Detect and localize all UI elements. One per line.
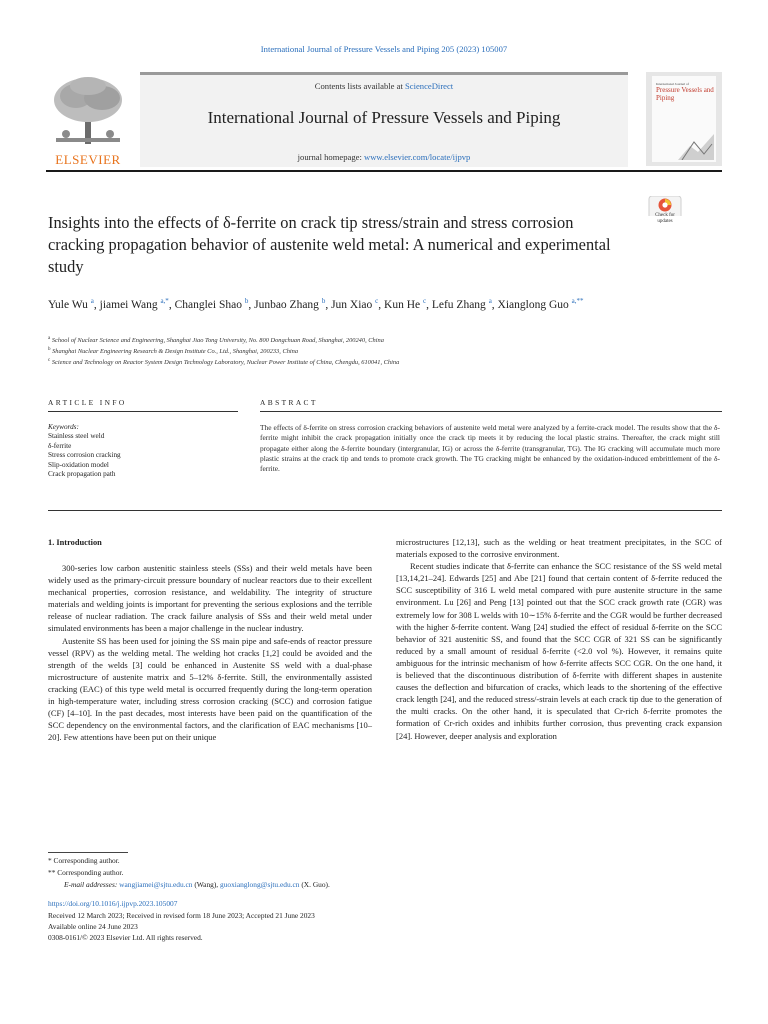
available-online: Available online 24 June 2023 xyxy=(48,922,138,931)
section-heading-introduction: 1. Introduction xyxy=(48,538,102,547)
abstract-text: The effects of δ-ferrite on stress corrosion cracking behaviors of austenite weld metal were analyzed by a ferrite-crack model. The results show that the δ-ferrite might inhibit the crack propagation initially once the crack tip meets it by reducing the local plastic strains. Thereafter, the crack might still propagate either along the δ-ferrite boundary (intergranular, IG) or across the δ-ferrite (transgranular, TG). The IG cracking will accumulate much more plastic strains at the crack tip and tends to promote crack growth. The TG cracking might be enhanced by the oxidation-induced embrittlement of the δ-ferrite. xyxy=(260,423,720,474)
body-column-right xyxy=(396,536,722,742)
article-title: Insights into the effects of δ-ferrite on crack tip stress/strain and stress corrosion cracking propagation behavior of austenite weld metal: A numerical and experimental study xyxy=(48,213,611,276)
keyword-item: Slip-oxidation model xyxy=(48,460,109,469)
author-affiliation-mark[interactable]: a xyxy=(488,297,492,305)
author-name[interactable]: Yule Wu xyxy=(48,298,88,311)
email-link-guo[interactable]: guoxianglong@sjtu.edu.cn xyxy=(220,880,300,889)
keywords-label: Keywords: xyxy=(48,423,79,431)
author-name[interactable]: Xianglong Guo xyxy=(497,298,569,311)
body-column-left xyxy=(48,562,372,743)
affiliation-a: $^a$ School of Nuclear Science and Engineering, Shanghai Jiao Tong University, No. 800 Dongchuan Road, Shanghai, 200240, China xyxy=(48,336,384,345)
keyword-item: Stress corrosion cracking xyxy=(48,451,121,460)
article-info-rule xyxy=(48,411,238,412)
keywords-block xyxy=(48,423,228,479)
footnote-corresponding-1: * Corresponding author. xyxy=(48,856,120,865)
author-name[interactable]: Jun Xiao xyxy=(331,298,373,311)
elsevier-wordmark: ELSEVIER xyxy=(55,152,121,167)
check-for-updates-label: Check for updates xyxy=(655,213,675,224)
paragraph: Austenite SS has been used for joining the SS main pipe and safe-ends of reactor pressure vessel (RPV) as the welding metal. The welding hot cracks [1,2] could be avoided and the strength of the welds [3] could be enhanced in Austenite SS weld with a dual-phase microstructure of austenite matrix and 5–12% δ-ferrite. Still, the environmentally assisted cracking (EAC) of this type weld metal is occurred frequently during the long-term operation in high-temperature water, including stress corrosion cracking (SCC) and corrosion fatigue (CF) [4–10]. In the past decades, most interests have been paid on the quantification of the SCC dependency on the environmental factors, and the clarification of EAC mechanisms [10–20]. Few attentions have been put on their unique xyxy=(48,635,372,743)
received-dates: Received 12 March 2023; Received in revised form 18 June 2023; Accepted 21 June 2023 xyxy=(48,911,315,920)
cover-small-text: International Journal of xyxy=(656,82,689,86)
header-rule xyxy=(46,170,722,172)
author-name[interactable]: Lefu Zhang xyxy=(431,298,486,311)
author-list: Yule Wu $^a$, jiamei Wang $^{a,*}$, Changlei Shao $^b$, Junbao Zhang $^b$, Jun Xiao $^c$, Kun He $^c$, Lefu Zhang $^a$, Xianglong Guo $^{a,**}$ xyxy=(48,297,584,311)
author-affiliation-mark[interactable]: a,* xyxy=(160,297,169,305)
affiliation-c: $^c$ Science and Technology on Reactor System Design Technology Laboratory, Nuclear Power Institute of China, Chengdu, 610041, China xyxy=(48,358,400,367)
author-affiliation-mark[interactable]: a xyxy=(90,297,94,305)
keyword-item: Crack propagation path xyxy=(48,470,116,479)
author-name[interactable]: Kun He xyxy=(384,298,421,311)
author-affiliation-mark[interactable]: c xyxy=(375,297,379,305)
contents-line: Contents lists available at ScienceDirect xyxy=(314,81,454,91)
author-affiliation-mark[interactable]: c xyxy=(422,297,427,305)
footnote-corresponding-2: ** Corresponding author. xyxy=(48,868,124,877)
abstract-heading: ABSTRACT xyxy=(260,398,318,407)
keyword-item: Stainless steel weld xyxy=(48,432,105,441)
abstract-rule xyxy=(260,411,722,412)
author-name[interactable]: Junbao Zhang xyxy=(254,298,319,311)
author-affiliation-mark[interactable]: b xyxy=(244,297,249,305)
journal-citation-link[interactable]: International Journal of Pressure Vessels and Piping 205 (2023) 105007 xyxy=(260,44,508,54)
affiliation-b: $^b$ Shanghai Nuclear Engineering Research & Design Institute Co., Ltd., Shanghai, 200233, China xyxy=(48,347,299,356)
email-link-wang[interactable]: wangjiamei@sjtu.edu.cn xyxy=(119,880,193,889)
journal-name: International Journal of Pressure Vessels and Piping xyxy=(207,108,561,127)
sciencedirect-link[interactable]: ScienceDirect xyxy=(405,81,454,91)
author-name[interactable]: Changlei Shao xyxy=(174,298,242,311)
paragraph: microstructures [12,13], such as the welding or heat treatment precipitates, in the SCC of materials exposed to the corrosive environment. xyxy=(396,537,722,560)
author-affiliation-mark[interactable]: b xyxy=(321,297,326,305)
footnote-emails: E-mail addresses: wangjiamei@sjtu.edu.cn (Wang), guoxianglong@sjtu.edu.cn (X. Guo). xyxy=(64,880,330,889)
journal-cover-thumbnail xyxy=(646,72,722,166)
homepage-link[interactable]: www.elsevier.com/locate/ijpvp xyxy=(363,152,471,162)
doi-link[interactable]: https://doi.org/10.1016/j.ijpvp.2023.105007 xyxy=(48,899,178,908)
article-info-heading: ARTICLE INFO xyxy=(48,398,127,407)
abstract-bottom-rule xyxy=(48,510,722,511)
copyright-line: 0308-0161/© 2023 Elsevier Ltd. All rights reserved. xyxy=(48,933,203,942)
footnote-rule xyxy=(48,852,128,853)
cover-title: Pressure Vessels and Piping xyxy=(656,86,714,102)
journal-homepage-line: journal homepage: www.elsevier.com/locate/ijpvp xyxy=(297,152,471,162)
keyword-item: δ-ferrite xyxy=(48,441,72,450)
paragraph: Recent studies indicate that δ-ferrite can enhance the SCC resistance of the SS weld metal [13,14,21–24]. Edwards [25] and Abe [21] found that certain content of δ-ferrite reduced the SCC susceptibility of 316 L weld metal compared with pure austenite structure in the same environment. Lu [26] and Peng [13] pointed out that the SCC crack growth rate (CGR) was extremely low for 308 L welds with 10∼15% δ-ferrite and the CGR would be further decreased with the higher δ-ferrite content. Wang [24] studied the effect of residual δ-ferrite on the SCC behavior of 321 austenitic SS, and found that the SCC CGR of 321 SS can be significantly reduced by a small amount of residual δ-ferrite (<2.0 vol %). However, it remains quite ambiguous for the intrinsic mechanism of how δ-ferrite affects SCC CGR. On the one hand, it is believed that the discontinuous distribution of δ-ferrite with different shapes in austenite causes the deflection and bifurcation of cracks, which leads to the shortening of the effective crack length [24], and the reduced stress/-strain levels at each crack tip due to the generation of the multi cracks. On the other hand, it is speculated that Cr-rich δ-ferrite promotes the formation of Cr-rich oxides and inhibits further corrosion, thus preventing crack expansion [24]. However, deeper analysis and exploration xyxy=(396,561,722,741)
author-name[interactable]: jiamei Wang xyxy=(99,298,158,311)
paragraph: 300-series low carbon austenitic stainless steels (SSs) and their weld metals have been widely used as the primary-circuit pressure boundary of nuclear reactors due to their excellent mechanical properties, corrosion resistance, and weldability. The integrity of structure materials and welding joints is important for preventing the serious explosions and the terrible release of nuclear radiation. The crack failure analysis of SSs and their weld metal under simulated environments has been a major challenge in the nuclear industry. xyxy=(48,563,372,634)
author-affiliation-mark[interactable]: a,** xyxy=(571,297,584,305)
